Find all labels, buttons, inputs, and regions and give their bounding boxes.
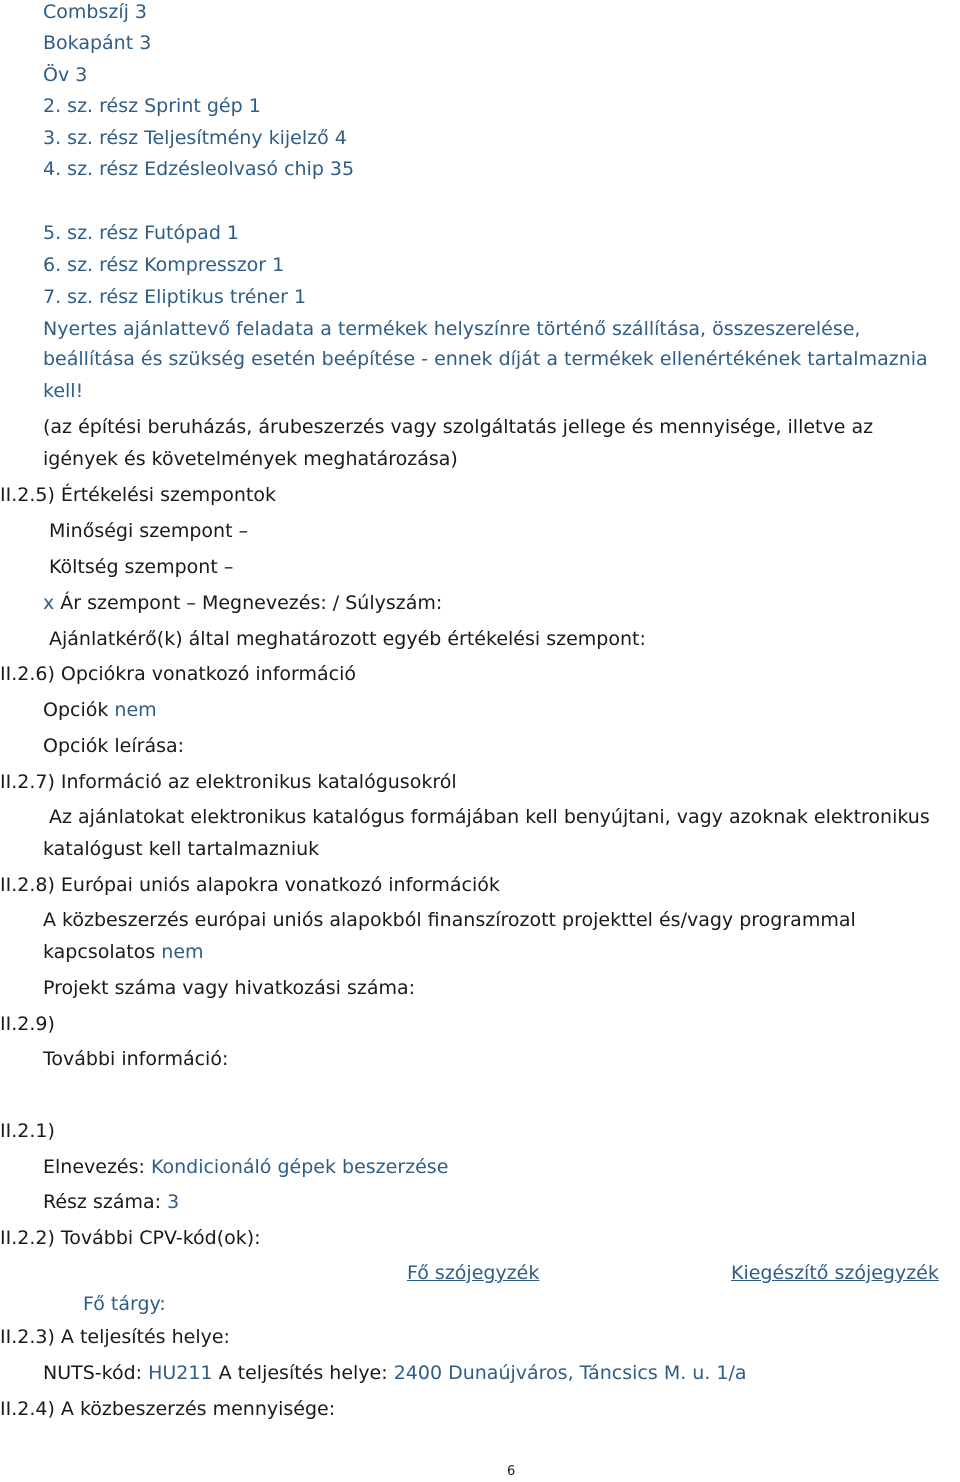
eu-funds-text-line: A közbeszerzés európai uniós alapokból finanszírozott projekttel és/vagy programmal [43, 909, 856, 931]
other-criterion: Ajánlatkérő(k) által meghatározott egyéb értékelési szempont: [49, 628, 646, 650]
part-number-label: Rész száma: [43, 1191, 162, 1213]
eu-funds-row [43, 940, 204, 964]
quality-criterion: Minőségi szempont – [49, 520, 249, 542]
list-item: 5. sz. rész Futópad 1 [43, 222, 240, 244]
list-item: 4. sz. rész Edzésleolvasó chip 35 [43, 158, 355, 180]
nuts-label: NUTS-kód: [43, 1362, 143, 1384]
options-label: Opciók [43, 699, 109, 721]
list-item: 2. sz. rész Sprint gép 1 [43, 95, 261, 117]
winner-text-line: kell! [43, 380, 84, 402]
section-heading-228: II.2.8) Európai uniós alapokra vonatkozó információk [0, 874, 500, 896]
list-item: 3. sz. rész Teljesítmény kijelző 4 [43, 127, 347, 149]
supplementary-vocabulary-header: Kiegészítő szójegyzék [731, 1262, 939, 1284]
cost-criterion: Költség szempont – [49, 556, 234, 578]
scope-note-line: (az építési beruházás, árubeszerzés vagy szolgáltatás jellege és mennyisége, illetve az [43, 416, 874, 438]
place-value: 2400 Dunaújváros, Táncsics M. u. 1/a [393, 1362, 747, 1384]
place-row [43, 1361, 747, 1385]
section-heading-227: II.2.7) Információ az elektronikus katalógusokról [0, 771, 457, 793]
name-value: Kondicionáló gépek beszerzése [150, 1156, 449, 1178]
name-label: Elnevezés: [43, 1156, 145, 1178]
scope-note-line: igények és követelmények meghatározása) [43, 448, 458, 470]
list-item: Öv 3 [43, 64, 88, 86]
section-heading-222: II.2.2) További CPV-kód(ok): [0, 1227, 261, 1249]
winner-text-line: Nyertes ajánlattevő feladata a termékek helyszínre történő szállítása, összeszerelése, [43, 318, 861, 340]
nuts-value: HU211 [148, 1362, 213, 1384]
section-heading-223: II.2.3) A teljesítés helye: [0, 1326, 230, 1348]
price-criterion-label: Ár szempont – Megnevezés: / Súlyszám: [60, 592, 443, 614]
part-number-row [43, 1190, 179, 1214]
place-label: A teljesítés helye: [218, 1362, 388, 1384]
name-row [43, 1155, 448, 1179]
main-subject-label: Fő tárgy: [83, 1293, 166, 1315]
main-vocabulary-header: Fő szójegyzék [407, 1262, 540, 1284]
options-description: Opciók leírása: [43, 735, 185, 757]
eu-funds-label: kapcsolatos [43, 941, 156, 963]
additional-info-label: További információ: [43, 1048, 229, 1070]
page-number: 6 [507, 1464, 516, 1479]
part-number-value: 3 [167, 1191, 180, 1213]
project-number-label: Projekt száma vagy hivatkozási száma: [43, 977, 416, 999]
options-value: nem [114, 699, 157, 721]
list-item: 7. sz. rész Eliptikus tréner 1 [43, 286, 307, 308]
section-heading-226: II.2.6) Opciókra vonatkozó információ [0, 663, 356, 685]
winner-text-line: beállítása és szükség esetén beépítése - ennek díját a termékek ellenértékének tartalmaznia [43, 348, 928, 370]
checkbox-mark: x [43, 592, 55, 614]
section-heading-221: II.2.1) [0, 1120, 55, 1142]
section-heading-224: II.2.4) A közbeszerzés mennyisége: [0, 1398, 336, 1420]
catalogue-text-line: katalógust kell tartalmazniuk [43, 838, 320, 860]
section-heading-225: II.2.5) Értékelési szempontok [0, 484, 276, 506]
price-criterion [43, 591, 442, 615]
catalogue-text-line: Az ajánlatokat elektronikus katalógus formájában kell benyújtani, vagy azoknak elektronikus [49, 806, 930, 828]
options-row [43, 698, 157, 722]
section-heading-229: II.2.9) [0, 1013, 55, 1035]
list-item: Bokapánt 3 [43, 32, 152, 54]
list-item: Combszíj 3 [43, 1, 148, 23]
eu-funds-value: nem [161, 941, 204, 963]
list-item: 6. sz. rész Kompresszor 1 [43, 254, 285, 276]
